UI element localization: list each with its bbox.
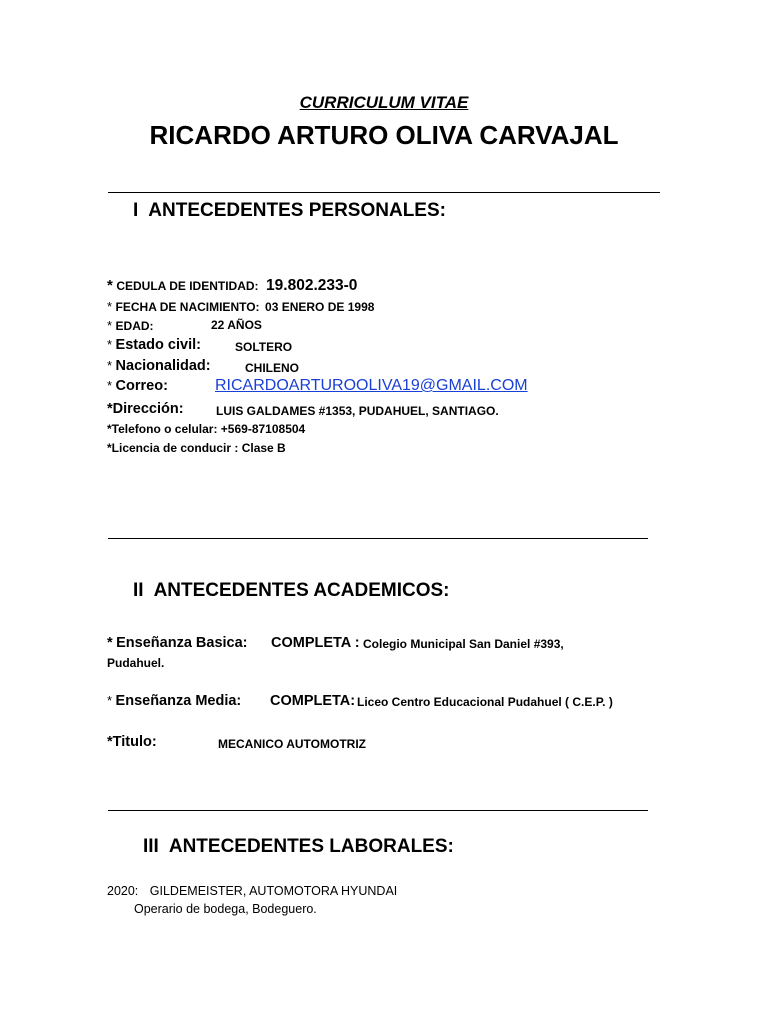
field-value: MECANICO AUTOMOTRIZ: [218, 737, 366, 751]
section-heading-work: [143, 836, 454, 858]
field-basic-education: [107, 635, 564, 651]
field-media-education: [107, 693, 613, 709]
field-value: Colegio Municipal San Daniel #393,: [363, 637, 564, 651]
field-phone: [107, 422, 305, 436]
field-value: Pudahuel.: [107, 656, 165, 670]
bullet-star: *: [107, 358, 113, 373]
work-role: Operario de bodega, Bodeguero.: [134, 902, 317, 916]
bullet-star: *: [107, 318, 113, 333]
bullet-star: *: [107, 337, 113, 352]
field-nationality: [107, 358, 299, 375]
divider: [108, 192, 660, 193]
field-cedula: [107, 277, 357, 295]
field-label: *Dirección:: [107, 401, 184, 417]
field-label: *Titulo:: [107, 734, 157, 750]
section-title: ANTECEDENTES ACADEMICOS:: [153, 580, 450, 601]
email-link[interactable]: RICARDOARTUROOLIVA19@GMAIL.COM: [215, 377, 528, 394]
field-degree: [107, 734, 366, 751]
field-value: CHILENO: [245, 361, 299, 375]
field-address: [107, 401, 499, 418]
field-value: SOLTERO: [235, 340, 293, 354]
divider: [108, 810, 648, 811]
section-number: I: [133, 200, 139, 221]
field-text: *Telefono o celular: +569-87108504: [107, 422, 306, 436]
section-number: III: [143, 836, 159, 857]
field-value: 03 ENERO DE 1998: [265, 300, 375, 314]
section-heading-personal: [133, 200, 446, 222]
candidate-name: RICARDO ARTURO OLIVA CARVAJAL: [149, 120, 619, 150]
field-label: CEDULA DE IDENTIDAD:: [116, 279, 259, 293]
section-heading-academic: [133, 580, 449, 602]
field-value: 19.802.233-0: [266, 277, 358, 294]
field-label: Enseñanza Media:: [115, 693, 242, 709]
field-email: [107, 377, 528, 394]
section-number: II: [133, 580, 144, 601]
field-age: [107, 318, 262, 333]
section-title: ANTECEDENTES LABORALES:: [168, 836, 454, 857]
field-label: Enseñanza Basica:: [116, 635, 248, 651]
field-status: COMPLETA :: [271, 635, 360, 651]
field-label: Correo:: [115, 378, 168, 394]
field-value: LUIS GALDAMES #1353, PUDAHUEL, SANTIAGO.: [216, 404, 499, 418]
field-value: Liceo Centro Educacional Pudahuel ( C.E.P. ): [357, 695, 613, 709]
bullet-star: *: [107, 378, 113, 393]
work-entry: [107, 884, 397, 898]
field-license: [107, 441, 286, 455]
field-status: COMPLETA:: [270, 693, 356, 709]
field-basic-education-cont: [107, 656, 164, 670]
field-birthdate: [107, 299, 374, 314]
field-label: Nacionalidad:: [115, 358, 211, 374]
field-label: EDAD:: [115, 319, 154, 333]
document-kicker: CURRICULUM VITAE: [299, 93, 469, 112]
section-title: ANTECEDENTES PERSONALES:: [148, 200, 446, 221]
bullet-star: *: [107, 635, 113, 651]
divider: [108, 538, 648, 539]
work-year: 2020:: [107, 884, 139, 898]
bullet-star: *: [107, 693, 113, 708]
work-company: GILDEMEISTER, AUTOMOTORA HYUNDAI: [149, 884, 398, 898]
field-value: 22 AÑOS: [211, 318, 262, 332]
bullet-star: *: [107, 277, 113, 294]
bullet-star: *: [107, 299, 113, 314]
field-text: *Licencia de conducir : Clase B: [107, 441, 286, 455]
field-civil-status: [107, 337, 293, 354]
field-label: Estado civil:: [115, 337, 201, 353]
field-label: FECHA DE NACIMIENTO:: [115, 300, 260, 314]
